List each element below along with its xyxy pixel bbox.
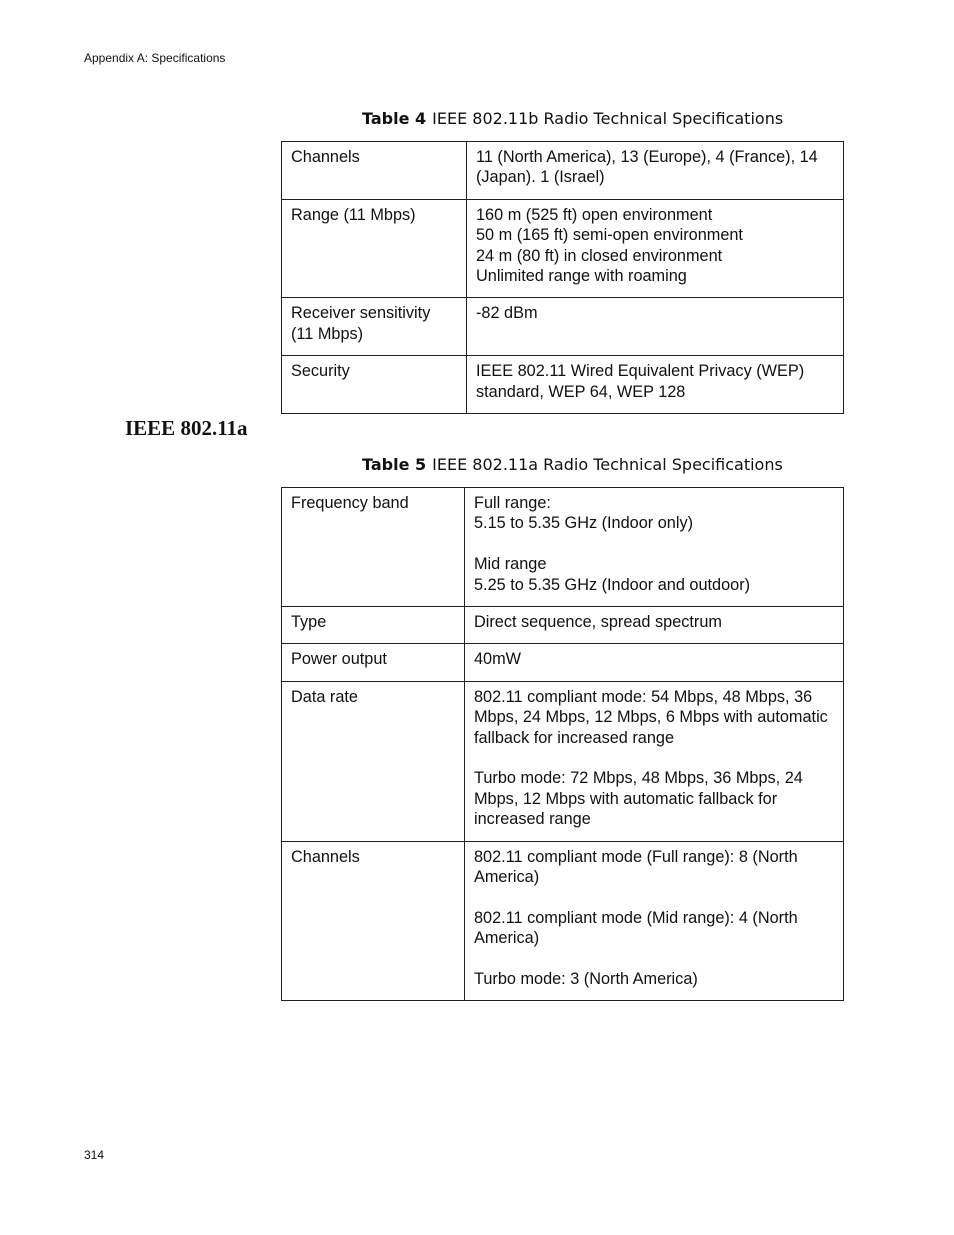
table-row [282, 644, 844, 681]
row-key: Type [282, 607, 465, 644]
row-value [465, 644, 844, 681]
table-row [282, 142, 844, 200]
value-line: 50 m (165 ft) semi-open environment [476, 226, 743, 245]
table-4-title: IEEE 802.11b Radio Technical Specifications [432, 109, 784, 128]
value-line: 5.25 to 5.35 GHz (Indoor and outdoor) [474, 575, 751, 594]
value-paragraph: 802.11 compliant mode (Mid range): 4 (North America) [474, 908, 798, 948]
row-value [465, 488, 844, 607]
row-value [465, 681, 844, 841]
value-line: Mid range [474, 555, 547, 574]
value-paragraph [474, 493, 834, 534]
row-value [467, 199, 844, 298]
row-key: Security [282, 356, 467, 414]
table-4-caption [362, 109, 783, 128]
table-row [282, 298, 844, 356]
row-value [467, 356, 844, 414]
page-number: 314 [84, 1148, 105, 1162]
table-row [282, 199, 844, 298]
value-paragraph: 802.11 compliant mode: 54 Mbps, 48 Mbps, 36 Mbps, 24 Mbps, 12 Mbps, 6 Mbps with automatic fallback for increased range [474, 687, 828, 747]
table-5-label: Table 5 [362, 455, 427, 474]
table-4-label: Table 4 [362, 109, 427, 128]
row-value [467, 298, 844, 356]
value-line: 24 m (80 ft) in closed environment [476, 246, 723, 265]
row-key: Frequency band [282, 488, 465, 607]
row-key: Data rate [282, 681, 465, 841]
value-line: Unlimited range with roaming [476, 267, 687, 286]
row-value [465, 841, 844, 1001]
value-paragraph: -82 dBm [476, 304, 538, 323]
value-paragraph: Turbo mode: 3 (North America) [474, 970, 698, 989]
table-row [282, 356, 844, 414]
table-5-80211a-specs [281, 487, 844, 1001]
table-row [282, 488, 844, 607]
value-paragraph: 11 (North America), 13 (Europe), 4 (France), 14 (Japan). 1 (Israel) [476, 148, 818, 187]
value-paragraph: 802.11 compliant mode (Full range): 8 (North America) [474, 847, 798, 887]
value-line: Full range: [474, 494, 551, 512]
table-5-caption [362, 455, 783, 474]
row-key: Range (11 Mbps) [282, 199, 467, 298]
row-key: Power output [282, 644, 465, 681]
value-paragraph [474, 554, 834, 595]
row-value [467, 142, 844, 200]
table-5-title: IEEE 802.11a Radio Technical Specifications [432, 455, 783, 474]
row-key: Receiver sensitivity (11 Mbps) [282, 298, 467, 356]
table-4-80211b-specs [281, 141, 844, 414]
table-row [282, 841, 844, 1001]
section-heading: IEEE 802.11a [125, 416, 248, 440]
value-paragraph: Direct sequence, spread spectrum [474, 613, 722, 632]
table-row [282, 681, 844, 841]
value-line: 160 m (525 ft) open environment [476, 205, 713, 224]
running-header: Appendix A: Specifications [84, 51, 226, 65]
value-paragraph: 40mW [474, 650, 522, 669]
value-paragraph: IEEE 802.11 Wired Equivalent Privacy (WEP) standard, WEP 64, WEP 128 [476, 362, 805, 401]
table-row [282, 607, 844, 644]
row-key: Channels [282, 841, 465, 1001]
value-line: 5.15 to 5.35 GHz (Indoor only) [474, 514, 694, 533]
row-value [465, 607, 844, 644]
value-paragraph: Turbo mode: 72 Mbps, 48 Mbps, 36 Mbps, 24 Mbps, 12 Mbps with automatic fallback for increased range [474, 769, 803, 829]
row-key: Channels [282, 142, 467, 200]
